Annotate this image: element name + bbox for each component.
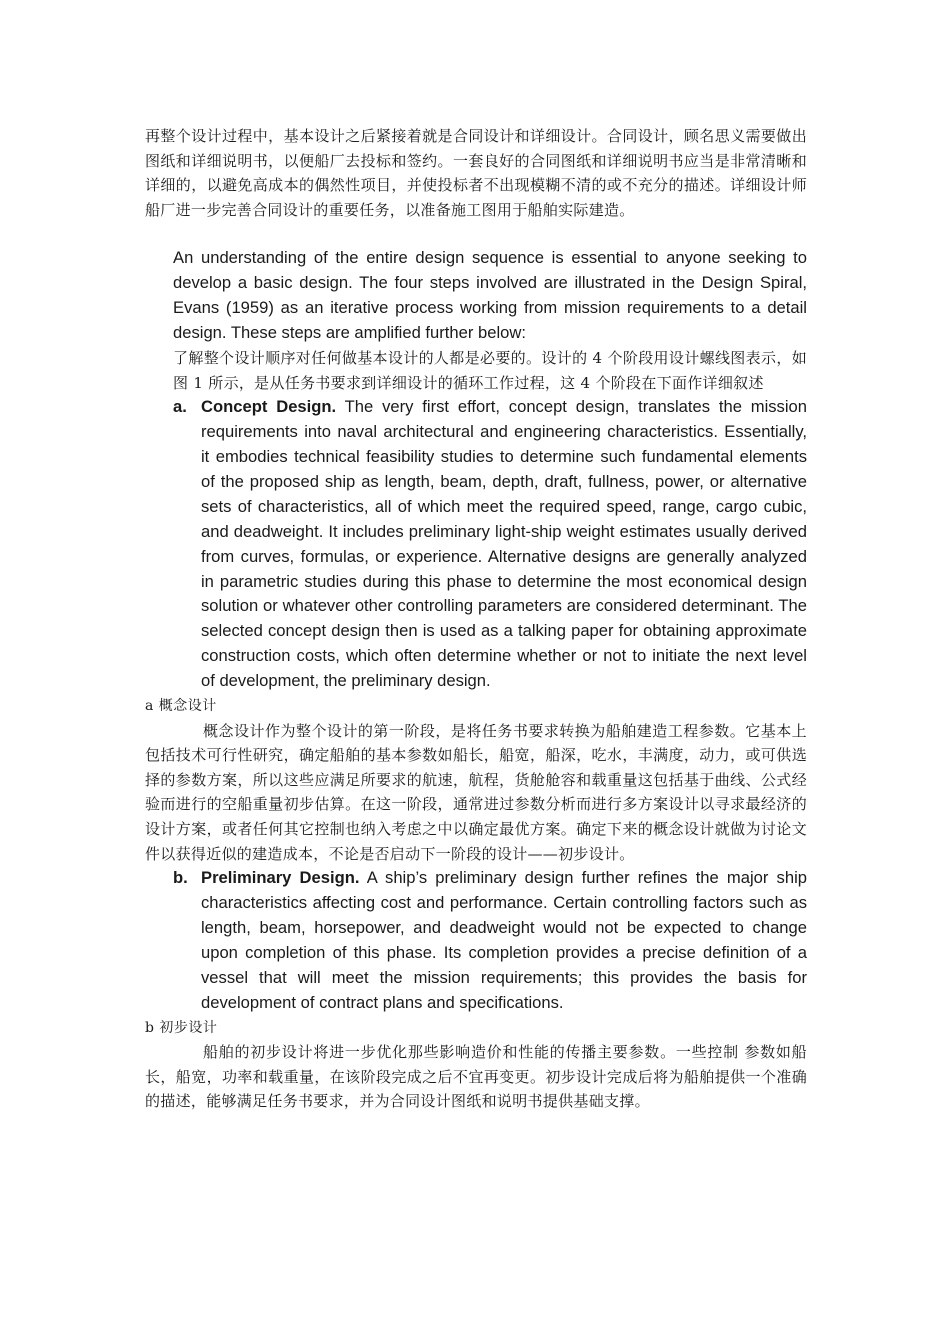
- concept-design-term: Concept Design.: [201, 397, 337, 417]
- list-marker-a: a.: [173, 397, 187, 417]
- preliminary-design-term: Preliminary Design.: [201, 868, 360, 888]
- list-marker-b: b.: [173, 868, 188, 888]
- preliminary-design-heading-cn: b 初步设计: [145, 1019, 218, 1036]
- document-page: [145, 124, 807, 1114]
- preliminary-design-text: A ship’s preliminary design further refines the major ship characteristics affecting cost and performance. Certain controlling factors such as length, beam, horsepower, and deadweight would not be expected to change upon completion of this phase. Its completion provides a precise definition of a vessel that will meet the mission requirements; this provides the basis for development of contract plans and specifications.: [201, 868, 807, 1012]
- concept-design-paragraph-cn: 概念设计作为整个设计的第一阶段，是将任务书要求转换为船舶建造工程参数。它基本上包括技术可行性研究，确定船舶的基本参数如船长，船宽，船深，吃水，丰满度，动力，或可供选择的参数方案，所以这些应满足所要求的航速，航程，货舱舱容和载重量这包括基于曲线、公式经验而进行的空船重量初步估算。在这一阶段，通常进过参数分析而进行多方案设计以寻求最经济的设计方案，或者任何其它控制也纳入考虑之中以确定最优方案。确定下来的概念设计就做为讨论文件以获得近似的建造成本，不论是否启动下一阶段的设计——初步设计。: [145, 721, 807, 863]
- preliminary-design-paragraph-en: [201, 866, 807, 1015]
- design-sequence-section: [173, 246, 807, 395]
- concept-design-paragraph-en: [201, 395, 807, 694]
- concept-design-heading-cn: a 概念设计: [145, 698, 217, 715]
- concept-design-text: The very first effort, concept design, translates the mission requirements into naval architectural and engineering characteristics. Essentially, it embodies technical feasibility studies to determine such fundamental elements of the proposed ship as length, beam, depth, draft, fullness, power, or alternative sets of characteristics, all of which meet the required speed, range, cargo cubic, and deadweight. It includes preliminary light-ship weight estimates usually derived from curves, formulas, or experience. Alternative designs are generally analyzed in parametric studies during this phase to determine the most economical design solution or whatever other controlling parameters are considered determinant. The selected concept design then is used as a talking paper for obtaining approximate construction costs, which often determine whether or not to initiate the next level of development, the preliminary design.: [201, 397, 807, 691]
- sequence-paragraph-cn: 了解整个设计顺序对任何做基本设计的人都是必要的。设计的 4 个阶段用设计螺线图表示，如图 1 所示，是从任务书要求到详细设计的循环工作过程，这 4 个阶段在下面作详细叙述: [173, 349, 807, 392]
- preliminary-design-paragraph-cn: 船舶的初步设计将进一步优化那些影响造价和性能的传播主要参数。一些控制 参数如船长，船宽，功率和载重量，在该阶段完成之后不宜再变更。初步设计完成后将为船舶提供一个准确的描述，能够满足任务书要求，并为合同设计图纸和说明书提供基础支撑。: [145, 1043, 807, 1111]
- paragraph-gap: [145, 222, 807, 246]
- list-item-concept-design: [173, 395, 807, 694]
- intro-paragraph-cn: 再整个设计过程中，基本设计之后紧接着就是合同设计和详细设计。合同设计，顾名思义需要做出图纸和详细说明书，以便船厂去投标和签约。一套良好的合同图纸和详细说明书应当是非常清晰和详细的，以避免高成本的偶然性项目，并使投标者不出现模糊不清的或不充分的描述。详细设计师船厂进一步完善合同设计的重要任务，以准备施工图用于船舶实际建造。: [145, 127, 807, 219]
- sequence-paragraph-en: An understanding of the entire design sequence is essential to anyone seeking to develop a basic design. The four steps involved are illustrated in the Design Spiral, Evans (1959) as an iterative process working from mission requirements to a detail design. These steps are amplified further below:: [173, 248, 807, 343]
- list-item-preliminary-design: [173, 866, 807, 1015]
